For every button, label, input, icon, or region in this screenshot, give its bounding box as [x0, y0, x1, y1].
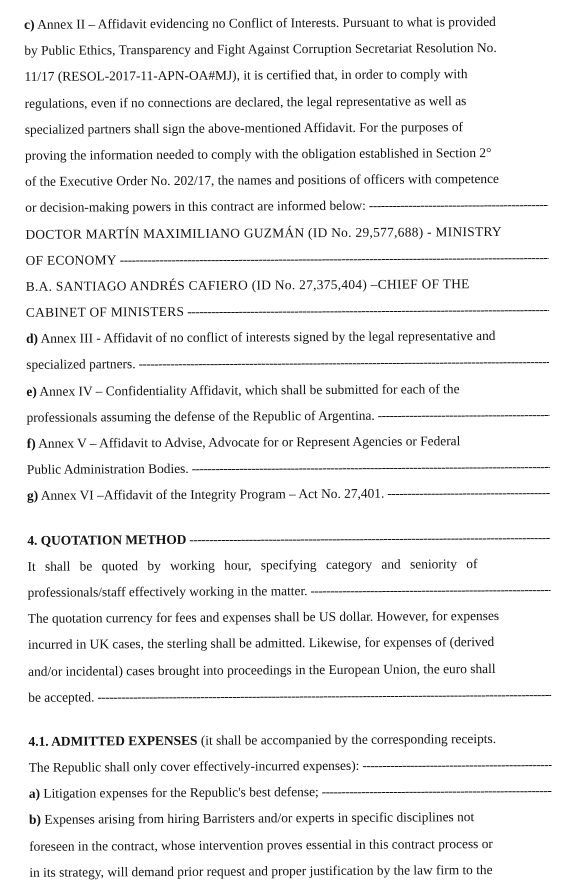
dash-filler — [184, 297, 549, 325]
annex-d-line-1: d) Annex III - Affidavit of no conflict of interests signed by the legal representative and — [26, 328, 496, 347]
annex-f-line-1: f) Annex V – Affidavit to Advise, Advocate for or Represent Agencies or Federal — [26, 433, 461, 451]
annex-e-label: e) — [26, 383, 37, 399]
dash-filler — [359, 752, 551, 779]
section-41-item-a: a) Litigation expenses for the Republic's best defense; ----- — [29, 778, 552, 807]
section-4-para1-line-1: It shall be quoted by working hour, specifying category and seniority of — [27, 555, 478, 574]
dash-filler — [135, 349, 549, 378]
section-41-item-b-line-2: foreseen in the contract, whose intervention proves essential in this contract process or — [29, 835, 493, 854]
annex-c-label: c) — [24, 16, 35, 32]
annex-c-line-6: proving the information needed to comply with the obligation established in Section 2° — [24, 144, 492, 163]
officer-1-line-1: DOCTOR MARTÍN MAXIMILIANO GUZMÁN (ID No. 29,577,688) - MINISTRY — [25, 223, 502, 242]
annex-c-line-8: or decision-making powers in this contract are informed below: ----- — [25, 192, 548, 221]
dash-filler — [189, 454, 550, 482]
section-4-heading: 4. QUOTATION METHOD ----- — [27, 524, 550, 553]
dash-filler — [319, 778, 552, 806]
dash-filler — [94, 681, 551, 710]
annex-c-line-7: of the Executive Order No. 202/17, the names and positions of officers with competence — [25, 171, 500, 189]
annex-c-line-5: specialized partners shall sign the above-mentioned Affidavit. For the purposes of — [24, 118, 464, 137]
dash-filler — [375, 401, 550, 428]
annex-f-label: f) — [26, 435, 36, 451]
annex-g-line-1: g) Annex VI –Affidavit of the Integrity Program – Act No. 27,401. ----- — [27, 480, 550, 509]
section-4-para2-line-3: and/or incidental) cases brought into proceedings in the European Union, the euro shall — [28, 660, 496, 679]
annex-d-line-2: specialized partners. ----- — [26, 349, 549, 378]
dash-filler — [384, 480, 550, 507]
annex-d-label: d) — [26, 331, 39, 347]
annex-e-line-2: professionals assuming the defense of the Republic of Argentina. ----- — [26, 401, 549, 430]
dash-filler — [366, 192, 549, 219]
officer-2-line-1: B.A. SANTIAGO ANDRÉS CAFIERO (ID No. 27,375,404) –CHIEF OF THE — [25, 276, 470, 294]
section-4-para1-line-2: professionals/staff effectively working in the matter. ----- — [28, 577, 551, 606]
annex-c-line-1: c) Annex II – Affidavit evidencing no Conflict of Interests. Pursuant to what is provided — [24, 13, 496, 32]
annex-c-line-4: regulations, even if no connections are declared, the legal representative as well as — [24, 92, 467, 111]
annex-f-line-2: Public Administration Bodies. ----- — [27, 454, 550, 483]
officer-1-line-2: OF ECONOMY ----- — [26, 244, 549, 273]
section-41-heading: 4.1. ADMITTED EXPENSES (it shall be accompanied by the corresponding receipts. — [28, 730, 497, 749]
officer-2-line-2: CABINET OF MINISTERS ----- — [26, 297, 549, 326]
section-4-para2-line-4: be accepted. ----- — [28, 681, 551, 710]
section-41-item-b-line-3: in its strategy, will demand prior request and proper justification by the law firm to the — [29, 861, 493, 880]
annex-c-line-3: 11/17 (RESOL-2017-11-APN-OA#MJ), it is certified that, in order to comply with — [24, 66, 468, 85]
dash-filler — [307, 577, 550, 605]
dash-filler — [186, 524, 550, 552]
annex-c-line-2: by Public Ethics, Transparency and Fight Against Corruption Secretariat Resolution No. — [24, 40, 497, 59]
dash-filler — [117, 244, 549, 273]
annex-e-line-1: e) Annex IV – Confidentiality Affidavit, which shall be submitted for each of the — [26, 380, 460, 399]
annex-g-label: g) — [26, 488, 39, 504]
section-41-item-b-line-1: b) Expenses arising from hiring Barristers and/or experts in specific disciplines not — [28, 809, 475, 828]
section-41-line-2: The Republic shall only cover effectively-incurred expenses): ----- — [29, 752, 552, 781]
section-4-para2-line-2: incurred in UK cases, the sterling shall be admitted. Likewise, for expenses of (derived — [27, 634, 495, 653]
section-4-para2-line-1: The quotation currency for fees and expenses shall be US dollar. However, for expenses — [27, 608, 500, 626]
